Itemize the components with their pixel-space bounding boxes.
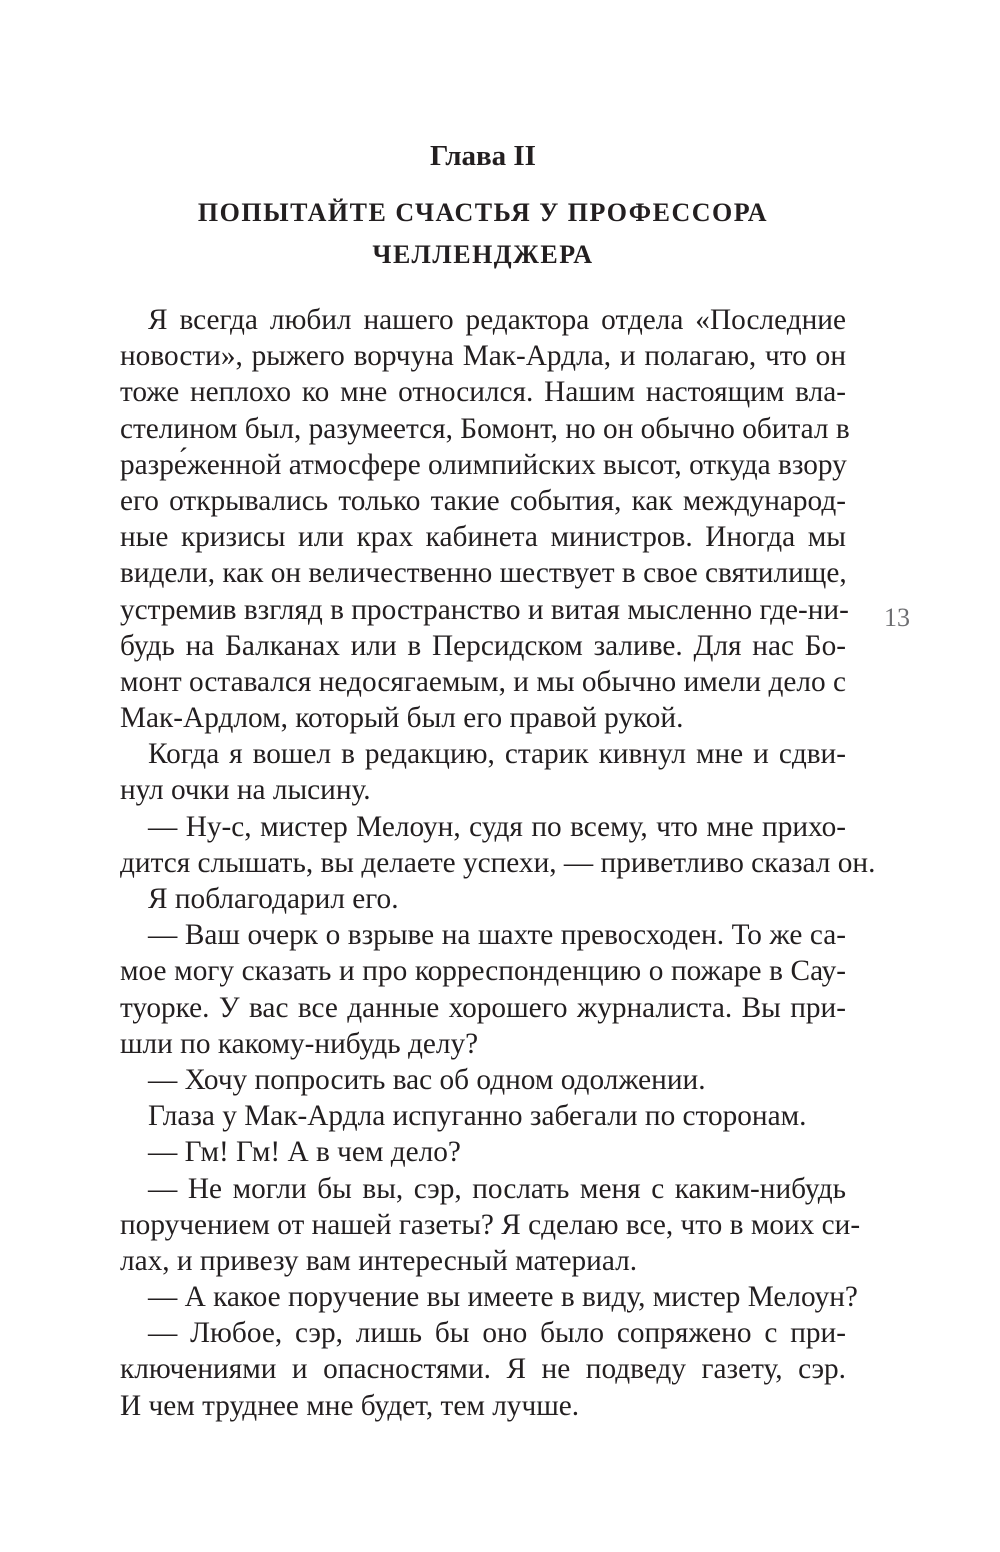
text-line: — Ну-с, мистер Мелоун, судя по всему, что мне прихо- <box>148 810 846 843</box>
text-line: тоже неплохо ко мне относился. Нашим настоящим вла- <box>120 376 846 409</box>
text-line: — А какое поручение вы имеете в виду, мистер Мелоун? <box>148 1281 858 1314</box>
chapter-title <box>120 192 846 276</box>
text-line: туорке. У вас все данные хорошего журналиста. Вы при- <box>120 991 846 1024</box>
text-line: — Гм! Гм! А в чем дело? <box>148 1136 461 1169</box>
text-line: мое могу сказать и про корреспонденцию о пожаре в Сау- <box>120 955 846 988</box>
text-line: стелином был, разумеется, Бомонт, но он обычно обитал в <box>120 412 850 445</box>
chapter-title-line: ПОПЫТАЙТЕ СЧАСТЬЯ У ПРОФЕССОРА <box>197 198 769 227</box>
text-line: видели, как он величественно шествует в свое святилище, <box>120 557 847 590</box>
text-line: ные кризисы или крах кабинета министров. Иногда мы <box>120 521 846 554</box>
page-number: 13 <box>884 603 910 632</box>
text-line: монт оставался недосягаемым, и мы обычно имели дело с <box>120 665 846 698</box>
body-text <box>120 302 876 1424</box>
text-line: И чем труднее мне будет, тем лучше. <box>120 1389 580 1422</box>
text-line: будь на Балканах или в Персидском заливе. Для нас Бо- <box>120 629 846 662</box>
text-line: — Ваш очерк о взрыве на шахте превосходен. То же са- <box>148 919 846 952</box>
text-line: поручением от нашей газеты? Я сделаю все, что в моих си- <box>120 1208 861 1241</box>
text-line: новости», рыжего ворчуна Мак-Ардла, и полагаю, что он <box>120 340 846 373</box>
text-line: Глаза у Мак-Ардла испуганно забегали по сторонам. <box>148 1100 807 1133</box>
text-line: нул очки на лысину. <box>120 774 371 807</box>
text-line: устремив взгляд в пространство и витая мысленно где-ни- <box>120 593 849 626</box>
text-line: Я всегда любил нашего редактора отдела «Последние <box>148 304 846 336</box>
text-line: его открывались только такие события, как международ- <box>120 484 846 517</box>
text-line: лах, и привезу вам интересный материал. <box>120 1244 638 1277</box>
chapter-label: Глава II <box>430 140 536 172</box>
text-line: — Любое, сэр, лишь бы оно было сопряжено с при- <box>148 1317 846 1350</box>
text-line: Мак-Ардлом, который был его правой рукой. <box>120 702 684 735</box>
text-line: — Не могли бы вы, сэр, послать меня с каким-нибудь <box>148 1172 846 1205</box>
text-line: — Хочу попросить вас об одном одолжении. <box>148 1063 706 1096</box>
text-line: ключениями и опасностями. Я не подведу газету, сэр. <box>120 1353 846 1386</box>
text-line: разре́женной атмосфере олимпийских высот, откуда взору <box>120 448 847 481</box>
text-line: шли по какому-нибудь делу? <box>120 1027 479 1060</box>
text-line: Я поблагодарил его. <box>148 883 399 915</box>
chapter-title-line: ЧЕЛЛЕНДЖЕРА <box>372 240 594 269</box>
text-line: дится слышать, вы делаете успехи, — приветливо сказал он. <box>120 846 876 879</box>
text-line: Когда я вошел в редакцию, старик кивнул мне и сдви- <box>148 738 846 771</box>
